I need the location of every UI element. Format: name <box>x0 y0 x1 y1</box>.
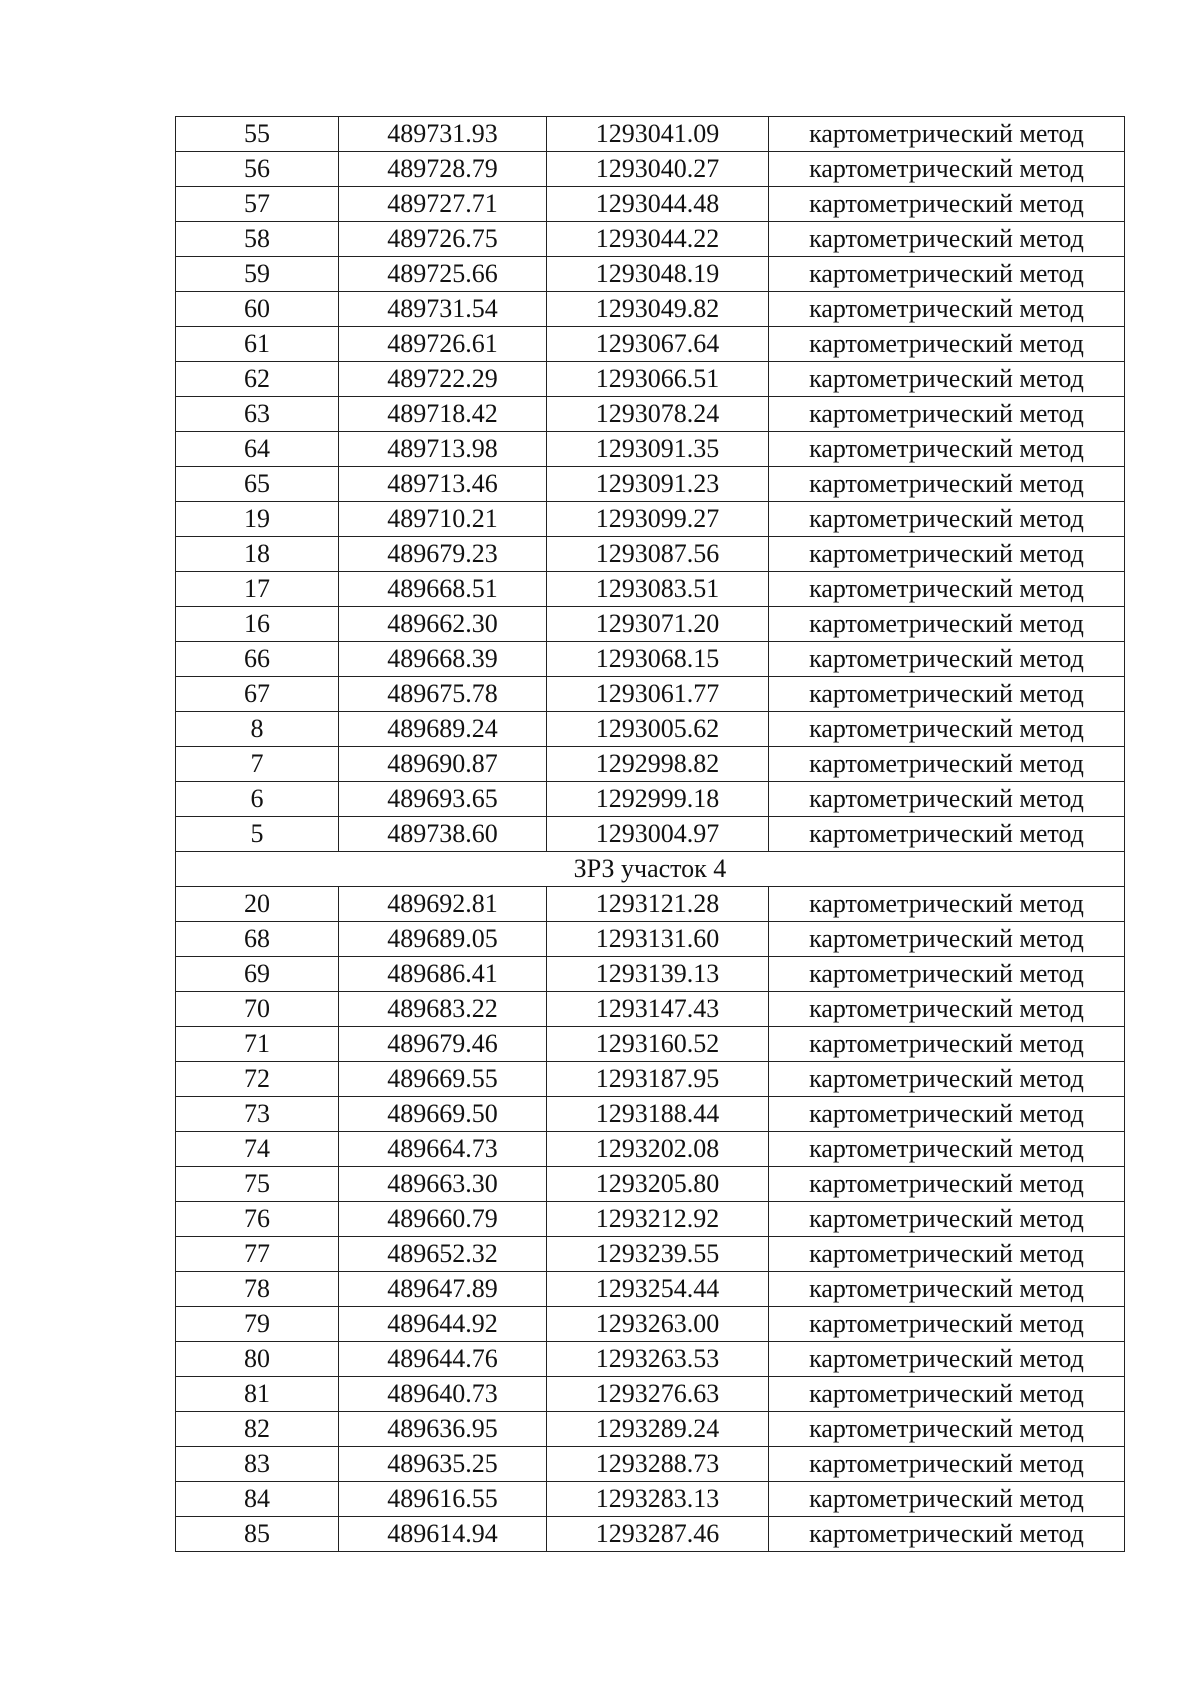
point-number-cell: 60 <box>176 292 339 327</box>
method-cell: картометрический метод <box>769 1132 1125 1167</box>
point-number-cell: 77 <box>176 1237 339 1272</box>
point-number-cell: 58 <box>176 222 339 257</box>
y-coordinate-cell: 1293160.52 <box>547 1027 769 1062</box>
point-number-cell: 78 <box>176 1272 339 1307</box>
y-coordinate-cell: 1293091.23 <box>547 467 769 502</box>
x-coordinate-cell: 489690.87 <box>339 747 547 782</box>
point-number-cell: 18 <box>176 537 339 572</box>
y-coordinate-cell: 1293202.08 <box>547 1132 769 1167</box>
point-number-cell: 67 <box>176 677 339 712</box>
x-coordinate-cell: 489669.55 <box>339 1062 547 1097</box>
y-coordinate-cell: 1292998.82 <box>547 747 769 782</box>
table-row <box>176 1027 1125 1062</box>
x-coordinate-cell: 489726.75 <box>339 222 547 257</box>
method-cell: картометрический метод <box>769 607 1125 642</box>
y-coordinate-cell: 1293121.28 <box>547 887 769 922</box>
table-row <box>176 1272 1125 1307</box>
x-coordinate-cell: 489683.22 <box>339 992 547 1027</box>
point-number-cell: 82 <box>176 1412 339 1447</box>
y-coordinate-cell: 1293263.00 <box>547 1307 769 1342</box>
table-row <box>176 502 1125 537</box>
x-coordinate-cell: 489725.66 <box>339 257 547 292</box>
method-cell: картометрический метод <box>769 782 1125 817</box>
y-coordinate-cell: 1293205.80 <box>547 1167 769 1202</box>
x-coordinate-cell: 489710.21 <box>339 502 547 537</box>
table-row <box>176 362 1125 397</box>
method-cell: картометрический метод <box>769 1202 1125 1237</box>
method-cell: картометрический метод <box>769 362 1125 397</box>
x-coordinate-cell: 489679.23 <box>339 537 547 572</box>
point-number-cell: 59 <box>176 257 339 292</box>
y-coordinate-cell: 1293131.60 <box>547 922 769 957</box>
table-row <box>176 887 1125 922</box>
point-number-cell: 62 <box>176 362 339 397</box>
point-number-cell: 69 <box>176 957 339 992</box>
x-coordinate-cell: 489644.76 <box>339 1342 547 1377</box>
y-coordinate-cell: 1293048.19 <box>547 257 769 292</box>
table-row <box>176 117 1125 152</box>
x-coordinate-cell: 489722.29 <box>339 362 547 397</box>
x-coordinate-cell: 489692.81 <box>339 887 547 922</box>
table-row <box>176 1342 1125 1377</box>
y-coordinate-cell: 1293078.24 <box>547 397 769 432</box>
section-row <box>176 852 1125 887</box>
method-cell: картометрический метод <box>769 1272 1125 1307</box>
table-row <box>176 187 1125 222</box>
y-coordinate-cell: 1293040.27 <box>547 152 769 187</box>
table-row <box>176 1377 1125 1412</box>
x-coordinate-cell: 489652.32 <box>339 1237 547 1272</box>
table-row <box>176 1482 1125 1517</box>
y-coordinate-cell: 1293212.92 <box>547 1202 769 1237</box>
point-number-cell: 76 <box>176 1202 339 1237</box>
y-coordinate-cell: 1293068.15 <box>547 642 769 677</box>
x-coordinate-cell: 489718.42 <box>339 397 547 432</box>
method-cell: картометрический метод <box>769 712 1125 747</box>
method-cell: картометрический метод <box>769 222 1125 257</box>
method-cell: картометрический метод <box>769 1447 1125 1482</box>
table-row <box>176 467 1125 502</box>
table-row <box>176 992 1125 1027</box>
method-cell: картометрический метод <box>769 152 1125 187</box>
method-cell: картометрический метод <box>769 467 1125 502</box>
coordinates-table-body <box>176 117 1125 1552</box>
x-coordinate-cell: 489636.95 <box>339 1412 547 1447</box>
point-number-cell: 68 <box>176 922 339 957</box>
point-number-cell: 64 <box>176 432 339 467</box>
point-number-cell: 55 <box>176 117 339 152</box>
table-row <box>176 712 1125 747</box>
y-coordinate-cell: 1293254.44 <box>547 1272 769 1307</box>
y-coordinate-cell: 1293049.82 <box>547 292 769 327</box>
method-cell: картометрический метод <box>769 292 1125 327</box>
point-number-cell: 17 <box>176 572 339 607</box>
table-row <box>176 152 1125 187</box>
point-number-cell: 6 <box>176 782 339 817</box>
point-number-cell: 72 <box>176 1062 339 1097</box>
point-number-cell: 61 <box>176 327 339 362</box>
y-coordinate-cell: 1293071.20 <box>547 607 769 642</box>
method-cell: картометрический метод <box>769 537 1125 572</box>
x-coordinate-cell: 489693.65 <box>339 782 547 817</box>
x-coordinate-cell: 489669.50 <box>339 1097 547 1132</box>
x-coordinate-cell: 489662.30 <box>339 607 547 642</box>
x-coordinate-cell: 489668.51 <box>339 572 547 607</box>
y-coordinate-cell: 1293087.56 <box>547 537 769 572</box>
table-row <box>176 1447 1125 1482</box>
point-number-cell: 71 <box>176 1027 339 1062</box>
method-cell: картометрический метод <box>769 432 1125 467</box>
y-coordinate-cell: 1293147.43 <box>547 992 769 1027</box>
table-row <box>176 397 1125 432</box>
y-coordinate-cell: 1293188.44 <box>547 1097 769 1132</box>
x-coordinate-cell: 489679.46 <box>339 1027 547 1062</box>
point-number-cell: 56 <box>176 152 339 187</box>
table-row <box>176 292 1125 327</box>
point-number-cell: 80 <box>176 1342 339 1377</box>
y-coordinate-cell: 1293289.24 <box>547 1412 769 1447</box>
point-number-cell: 57 <box>176 187 339 222</box>
method-cell: картометрический метод <box>769 572 1125 607</box>
point-number-cell: 75 <box>176 1167 339 1202</box>
method-cell: картометрический метод <box>769 1377 1125 1412</box>
table-row <box>176 1097 1125 1132</box>
table-row <box>176 782 1125 817</box>
method-cell: картометрический метод <box>769 397 1125 432</box>
method-cell: картометрический метод <box>769 887 1125 922</box>
table-row <box>176 537 1125 572</box>
method-cell: картометрический метод <box>769 642 1125 677</box>
method-cell: картометрический метод <box>769 1097 1125 1132</box>
method-cell: картометрический метод <box>769 187 1125 222</box>
x-coordinate-cell: 489675.78 <box>339 677 547 712</box>
table-row <box>176 642 1125 677</box>
x-coordinate-cell: 489644.92 <box>339 1307 547 1342</box>
y-coordinate-cell: 1293283.13 <box>547 1482 769 1517</box>
x-coordinate-cell: 489614.94 <box>339 1517 547 1552</box>
point-number-cell: 73 <box>176 1097 339 1132</box>
table-row <box>176 1307 1125 1342</box>
method-cell: картометрический метод <box>769 677 1125 712</box>
table-row <box>176 747 1125 782</box>
y-coordinate-cell: 1293263.53 <box>547 1342 769 1377</box>
point-number-cell: 81 <box>176 1377 339 1412</box>
x-coordinate-cell: 489664.73 <box>339 1132 547 1167</box>
y-coordinate-cell: 1293044.48 <box>547 187 769 222</box>
method-cell: картометрический метод <box>769 817 1125 852</box>
y-coordinate-cell: 1293061.77 <box>547 677 769 712</box>
method-cell: картометрический метод <box>769 1167 1125 1202</box>
table-row <box>176 957 1125 992</box>
method-cell: картометрический метод <box>769 1412 1125 1447</box>
method-cell: картометрический метод <box>769 1307 1125 1342</box>
point-number-cell: 63 <box>176 397 339 432</box>
x-coordinate-cell: 489738.60 <box>339 817 547 852</box>
point-number-cell: 16 <box>176 607 339 642</box>
table-row <box>176 1517 1125 1552</box>
table-row <box>176 222 1125 257</box>
x-coordinate-cell: 489647.89 <box>339 1272 547 1307</box>
y-coordinate-cell: 1293276.63 <box>547 1377 769 1412</box>
point-number-cell: 79 <box>176 1307 339 1342</box>
y-coordinate-cell: 1293239.55 <box>547 1237 769 1272</box>
method-cell: картометрический метод <box>769 1482 1125 1517</box>
point-number-cell: 70 <box>176 992 339 1027</box>
x-coordinate-cell: 489635.25 <box>339 1447 547 1482</box>
method-cell: картометрический метод <box>769 117 1125 152</box>
y-coordinate-cell: 1293288.73 <box>547 1447 769 1482</box>
method-cell: картометрический метод <box>769 957 1125 992</box>
method-cell: картометрический метод <box>769 1237 1125 1272</box>
x-coordinate-cell: 489726.61 <box>339 327 547 362</box>
y-coordinate-cell: 1293066.51 <box>547 362 769 397</box>
point-number-cell: 65 <box>176 467 339 502</box>
x-coordinate-cell: 489660.79 <box>339 1202 547 1237</box>
method-cell: картометрический метод <box>769 502 1125 537</box>
table-row <box>176 432 1125 467</box>
table-row <box>176 1062 1125 1097</box>
y-coordinate-cell: 1293099.27 <box>547 502 769 537</box>
point-number-cell: 5 <box>176 817 339 852</box>
table-row <box>176 1167 1125 1202</box>
x-coordinate-cell: 489731.54 <box>339 292 547 327</box>
table-row <box>176 327 1125 362</box>
table-row <box>176 1412 1125 1447</box>
method-cell: картометрический метод <box>769 1062 1125 1097</box>
y-coordinate-cell: 1293287.46 <box>547 1517 769 1552</box>
y-coordinate-cell: 1293139.13 <box>547 957 769 992</box>
method-cell: картометрический метод <box>769 1027 1125 1062</box>
method-cell: картометрический метод <box>769 327 1125 362</box>
point-number-cell: 8 <box>176 712 339 747</box>
x-coordinate-cell: 489727.71 <box>339 187 547 222</box>
method-cell: картометрический метод <box>769 992 1125 1027</box>
y-coordinate-cell: 1293041.09 <box>547 117 769 152</box>
x-coordinate-cell: 489713.98 <box>339 432 547 467</box>
point-number-cell: 19 <box>176 502 339 537</box>
x-coordinate-cell: 489640.73 <box>339 1377 547 1412</box>
y-coordinate-cell: 1293187.95 <box>547 1062 769 1097</box>
table-row <box>176 607 1125 642</box>
table-row <box>176 817 1125 852</box>
method-cell: картометрический метод <box>769 1517 1125 1552</box>
method-cell: картометрический метод <box>769 1342 1125 1377</box>
x-coordinate-cell: 489686.41 <box>339 957 547 992</box>
point-number-cell: 85 <box>176 1517 339 1552</box>
section-title: ЗРЗ участок 4 <box>176 852 1125 887</box>
x-coordinate-cell: 489616.55 <box>339 1482 547 1517</box>
table-row <box>176 1202 1125 1237</box>
y-coordinate-cell: 1293067.64 <box>547 327 769 362</box>
x-coordinate-cell: 489689.05 <box>339 922 547 957</box>
y-coordinate-cell: 1293005.62 <box>547 712 769 747</box>
point-number-cell: 7 <box>176 747 339 782</box>
y-coordinate-cell: 1293044.22 <box>547 222 769 257</box>
table-row <box>176 572 1125 607</box>
point-number-cell: 83 <box>176 1447 339 1482</box>
table-row <box>176 257 1125 292</box>
table-row <box>176 677 1125 712</box>
y-coordinate-cell: 1293083.51 <box>547 572 769 607</box>
y-coordinate-cell: 1293091.35 <box>547 432 769 467</box>
method-cell: картометрический метод <box>769 747 1125 782</box>
y-coordinate-cell: 1292999.18 <box>547 782 769 817</box>
method-cell: картометрический метод <box>769 922 1125 957</box>
point-number-cell: 66 <box>176 642 339 677</box>
table-row <box>176 922 1125 957</box>
table-row <box>176 1132 1125 1167</box>
x-coordinate-cell: 489713.46 <box>339 467 547 502</box>
x-coordinate-cell: 489668.39 <box>339 642 547 677</box>
point-number-cell: 74 <box>176 1132 339 1167</box>
x-coordinate-cell: 489689.24 <box>339 712 547 747</box>
x-coordinate-cell: 489663.30 <box>339 1167 547 1202</box>
x-coordinate-cell: 489731.93 <box>339 117 547 152</box>
method-cell: картометрический метод <box>769 257 1125 292</box>
table-row <box>176 1237 1125 1272</box>
x-coordinate-cell: 489728.79 <box>339 152 547 187</box>
y-coordinate-cell: 1293004.97 <box>547 817 769 852</box>
point-number-cell: 84 <box>176 1482 339 1517</box>
point-number-cell: 20 <box>176 887 339 922</box>
coordinates-table <box>175 116 1125 1552</box>
